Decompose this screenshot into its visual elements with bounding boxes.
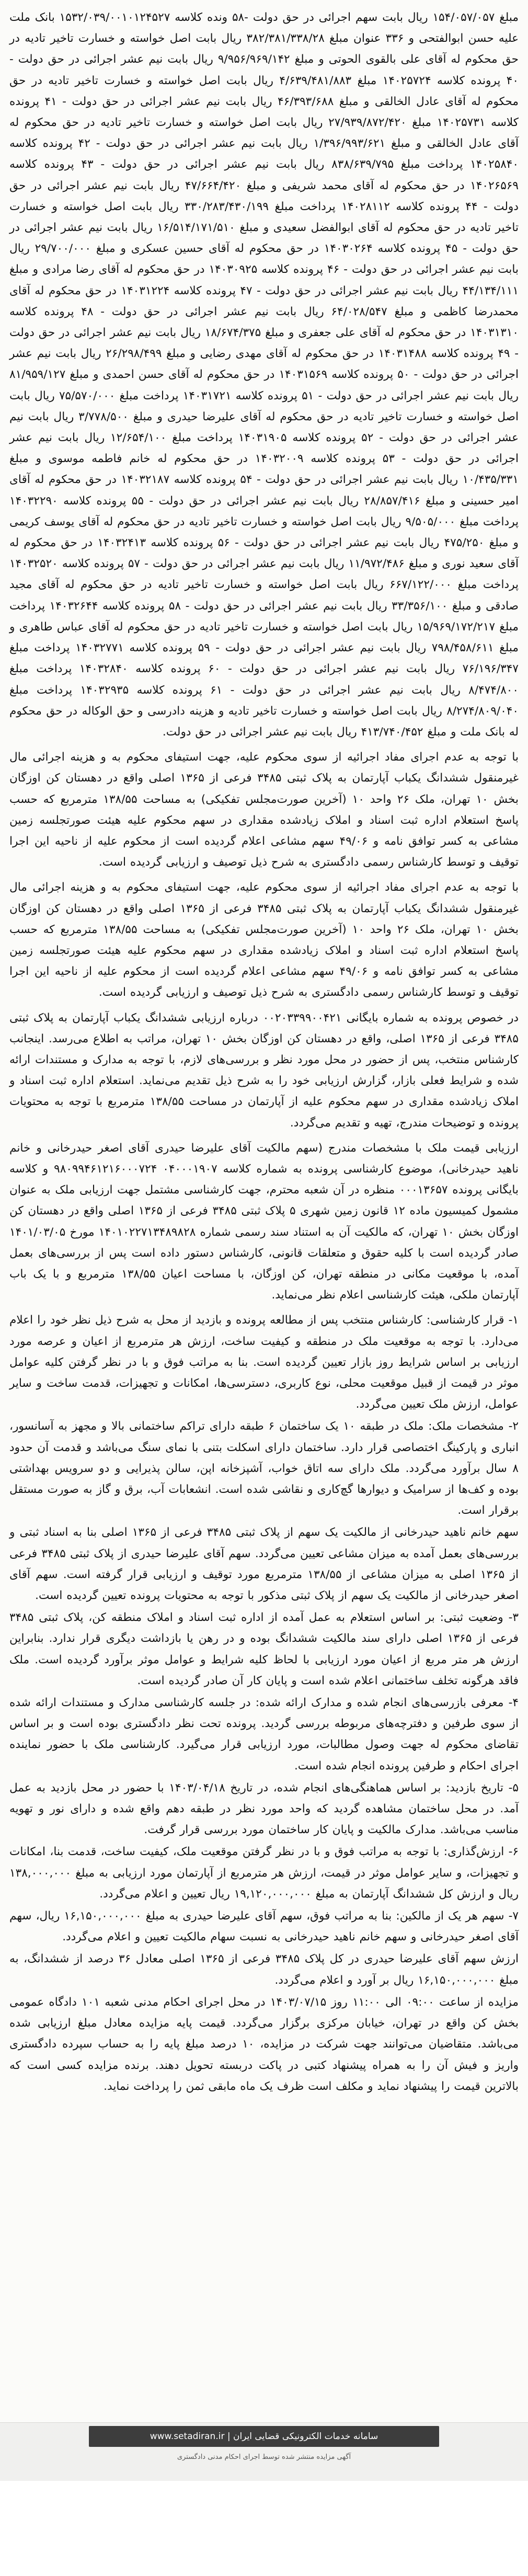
notice-paragraph-10: ۴- معرفی بازرسی‌های انجام شده و مدارک ارائه شده: در جلسه کارشناسی مدارک و مستندات ارائه شده از سوی طرفین و دفترچه‌های مربوطه بررسی گردید. پرونده تحت نظر دادگستری بوده است و بر اساس تقاضای محکوم له جهت وصول مطالبات، مورد ارزیابی قرار می‌گیرد. کارشناسی ملک با حضور نماینده اجرای احکام و طرفین پرونده انجام شده است. (9, 1696, 519, 1773)
notice-paragraph-3: با توجه به عدم اجرای مفاد اجرائیه از سوی محکوم علیه، جهت استیفای محکوم به و هزینه اجرائی مال غیرمنقول ششدانگ یکباب آپارتمان به پلاک ثبتی ۳۴۸۵ فرعی از ۱۳۶۵ اصلی واقع در دهستان کن اوزگان بخش ۱۰ تهران، ملک ۲۶ واحد ۱۰ (آخرین صورت‌مجلس تفکیکی) به مساحت ۱۳۸/۵۵ مترمربع که حسب پاسخ استعلام اداره ثبت اسناد و املاک زیادشده مقداری در سهم محکوم علیه هیئت صورتجلسه زمین مشاعی به کسر توافق نامه و ۴۹/۰۶ سهم مشاعی اعلام گردیده است از محکوم علیه از ناحیه این اجرا توقیف و توسط کارشناس رسمی دادگستری به شرح ذیل توصیف و ارزیابی گردیده است. (9, 881, 519, 999)
blank-area (0, 2481, 528, 2576)
notice-paragraph-1: مبلغ ۱۵۴/۰۵۷/۰۵۷ ریال بابت سهم اجرائی در حق دولت‌ -۵۸ ونده ‌کلاسه ۱۵۳۲/۰۳۹/۰۰۱۰۱۲۴۵۲۷ بانک ملت علیه حسن ابوالفتحی و ۳۳۶ عنوان مبلغ ۳۸۲/۳۸۱/۳۳۸/۲۸ ریال بابت اصل خواسته و خسارت تاخیر تادیه در حق محکوم له آقای علی بالقوی الحوتی و مبلغ ۹/۹۵۶/۹۶۹/۱۴۲ ریال بابت نیم عشر اجرائی در حق دولت - ۴۰ پرونده کلاسه ۱۴۰۲۵۷۲۴ مبلغ ۴/۶۳۹/۴۸۱/۸۸۳ ریال بابت اصل خواسته و خسارت تاخیر تادیه در حق محکوم له آقای عادل الخالقی و مبلغ ۴۶/۳۹۳/۶۸۸ ریال بابت نیم عشر اجرائی در حق دولت - ۴۱ پرونده کلاسه ۱۴۰۲۵۷۳۱ مبلغ ۲۷/۹۳۹/۸۷۲/۴۲۰ ریال بابت اصل خواسته و خسارت تاخیر تادیه در حق محکوم له آقای عادل الخالقی و مبلغ ۱/۳۹۶/۹۹۳/۶۲۱ ریال بابت نیم عشر اجرائی در حق دولت - ۴۲ پرونده کلاسه ۱۴۰۲۵۸۴۰ پرداخت مبلغ ۸۳۸/۶۳۹/۷۹۵ ریال بابت نیم عشر اجرائی در حق دولت - ۴۳ پرونده کلاسه ۱۴۰۲۶۵۶۹ در حق محکوم له آقای محمد شریفی و مبلغ ۴۷/۶۶۴/۴۲۰ ریال بابت نیم عشر اجرائی در حق دولت - ۴۴ پرونده کلاسه ۱۴۰۲۸۱۱۲ پرداخت مبلغ ۳۳۰/۲۸۳/۴۳۰/۱۹۹ ریال بابت اصل خواسته و خسارت تاخیر تادیه در حق محکوم له آقای ابوالفضل سعیدی و مبلغ ۱۶/۵۱۴/۱۷۱/۵۱۰ ریال بابت نیم عشر اجرائی در حق دولت - ۴۵ پرونده کلاسه ۱۴۰۳۰۲۶۴ در حق محکوم له آقای حسین عسکری و مبلغ ۲۹/۷۰۰/۰۰۰ ریال بابت نیم عشر اجرائی در حق دولت - ۴۶ پرونده کلاسه ۱۴۰۳۰۹۲۵ در حق محکوم له آقای رضا مرادی و مبلغ ۴۴/۱۳۴/۱۱۱ ریال بابت نیم عشر اجرائی در حق دولت - ۴۷ پرونده کلاسه ۱۴۰۳۱۲۲۴ در حق محکوم له آقای محمدرضا کاظمی و مبلغ ۶۴/۰۲۸/۵۴۷ ریال بابت نیم عشر اجرائی در حق دولت - ۴۸ پرونده کلاسه ۱۴۰۳۱۳۱۰ در حق محکوم له آقای علی جعفری و مبلغ ۱۸/۶۷۴/۳۷۵ ریال بابت نیم عشر اجرائی در حق دولت - ۴۹ پرونده کلاسه ۱۴۰۳۱۴۸۸ در حق محکوم له آقای مهدی رضایی و مبلغ ۲۶/۲۹۸/۴۹۹ ریال بابت نیم عشر اجرائی در حق دولت - ۵۰ پرونده کلاسه ۱۴۰۳۱۵۶۹ در حق محکوم له آقای حسن احمدی و مبلغ ۸۱/۹۵۹/۱۲۷ ریال بابت نیم عشر اجرائی در حق دولت - ۵۱ پرونده کلاسه ۱۴۰۳۱۷۲۱ پرداخت مبلغ ۷۵/۵۷۰/۰۰۰ ریال بابت اصل خواسته و خسارت تاخیر تادیه در حق محکوم له آقای علیرضا حیدری و مبلغ ۳/۷۷۸/۵۰۰ ریال بابت نیم عشر اجرائی در حق دولت - ۵۲ پرونده کلاسه ۱۴۰۳۱۹۰۵ پرداخت مبلغ ۱۲/۶۵۴/۱۰۰ ریال بابت نیم عشر اجرائی در حق دولت - ۵۳ پرونده کلاسه ۱۴۰۳۲۰۰۹ در حق محکوم له خانم فاطمه موسوی و مبلغ ۱۰/۴۳۵/۳۳۱ ریال بابت نیم عشر اجرائی در حق دولت - ۵۴ پرونده کلاسه ۱۴۰۳۲۱۸۷ در حق محکوم له آقای امیر حسینی و مبلغ ۲۸/۸۵۷/۴۱۶ ریال بابت نیم عشر اجرائی در حق دولت - ۵۵ پرونده کلاسه ۱۴۰۳۲۲۹۰ پرداخت مبلغ ۹/۵۰۵/۰۰۰ ریال بابت اصل خواسته و خسارت تاخیر تادیه در حق محکوم له آقای یوسف کریمی و مبلغ ۴۷۵/۲۵۰ ریال بابت نیم عشر اجرائی در حق دولت - ۵۶ پرونده کلاسه ۱۴۰۳۲۴۱۳ در حق محکوم له آقای سعید نوری و مبلغ ۱۱/۹۷۲/۴۸۶ ریال بابت نیم عشر اجرائی در حق دولت - ۵۷ پرونده کلاسه ۱۴۰۳۲۵۲۰ پرداخت مبلغ ۶۶۷/۱۲۲/۰۰۰ ریال بابت اصل خواسته و خسارت تاخیر تادیه در حق محکوم له آقای مجید صادقی و مبلغ ۳۳/۳۵۶/۱۰۰ ریال بابت نیم عشر اجرائی در حق دولت - ۵۸ پرونده کلاسه ۱۴۰۳۲۶۴۴ پرداخت مبلغ ۱۵/۹۶۹/۱۷۲/۲۱۷ ریال بابت اصل خواسته و خسارت تاخیر تادیه در حق محکوم له آقای عباس طاهری و مبلغ ۷۹۸/۴۵۸/۶۱۱ ریال بابت نیم عشر اجرائی در حق دولت - ۵۹ پرونده کلاسه ۱۴۰۳۲۷۷۱ پرداخت مبلغ ۷۶/۱۹۶/۳۴۷ ریال بابت نیم عشر اجرائی در حق دولت - ۶۰ پرونده کلاسه ۱۴۰۳۲۸۴۰ پرداخت مبلغ ۸/۴۷۴/۸۰۰ ریال بابت نیم عشر اجرائی در حق دولت - ۶۱ پرونده کلاسه ۱۴۰۳۲۹۳۵ پرداخت مبلغ ۸/۲۷۴/۸۰۹/۰۴۰ ریال بابت اصل خواسته و خسارت تاخیر تادیه و هزینه دادرسی و حق الوکاله در حق محکوم له بانک ملت و مبلغ ۴۱۳/۷۴۰/۴۵۲ ریال بابت نیم عشر اجرائی در حق دولت. (9, 11, 519, 739)
page-footer (0, 2422, 528, 2481)
notice-body (9, 7, 519, 2097)
notice-paragraph-15: مزایده از ساعت ۰۹:۰۰ الی ۱۱:۰۰ روز ۱۴۰۳/۰۷/۱۵ در محل اجرای احکام مدنی شعبه ۱۰۱ دادگاه عمومی بخش کن واقع در تهران، خیابان مرکزی برگزار می‌گردد. قیمت پایه مزایده معادل مبلغ ارزیابی شده می‌باشد. متقاضیان می‌توانند جهت شرکت در مزایده، ۱۰ درصد مبلغ پایه را به حساب سپرده دادگستری واریز و فیش آن را به همراه پیشنهاد کتبی در پاکت دربسته تحویل دهند. برنده مزایده کسی است که بالاترین قیمت را پیشنهاد نماید و مکلف است ظرف یک ماه مابقی ثمن را پرداخت نماید. (9, 1995, 519, 2093)
notice-paragraph-6: ۱- قرار کارشناسی: کارشناس منتخب پس از مطالعه پرونده و بازدید از محل به شرح ذیل نظر خود را اعلام می‌دارد. با توجه به موقعیت ملک در منطقه و کیفیت ساخت، ارزش هر مترمربع از اعیان و عرصه مورد ارزیابی بر اساس شرایط روز بازار تعیین گردیده است. بنا به مراتب فوق و با در نظر گرفتن کلیه عوامل موثر در قیمت از قبیل موقعیت محلی، نوع کاربری، دسترسی‌ها، امکانات و تجهیزات، قدمت ساخت و سایر عوامل، ارزش ملک تعیین می‌گردد. (9, 1314, 519, 1411)
footer-caption: آگهی مزایده منتشر شده توسط اجرای احکام مدنی دادگستری (177, 2453, 351, 2461)
notice-paragraph-11: ۵- تاریخ بازدید: بر اساس هماهنگی‌های انجام شده، در تاریخ ۱۴۰۳/۰۴/۱۸ با حضور در محل بازدید به عمل آمد. در محل ساختمان مشاهده گردید که واحد مورد نظر در طبقه دهم واقع شده و دارای نور و تهویه مناسب می‌باشد. مدارک مالکیت و پایان کار ساختمان مورد بررسی قرار گرفت. (9, 1781, 519, 1837)
notice-paragraph-12: ۶- ارزش‌گذاری: با توجه به مراتب فوق و با در نظر گرفتن موقعیت ملک، کیفیت ساخت، قدمت بنا، امکانات و تجهیزات، و سایر عوامل موثر در قیمت، ارزش هر مترمربع از آپارتمان مورد ارزیابی به مبلغ ۱۳۸,۰۰۰,۰۰۰ ریال و ارزش کل ششدانگ آپارتمان به مبلغ ۱۹,۱۲۰,۰۰۰,۰۰۰ ریال تعیین و اعلام می‌گردد. (9, 1845, 519, 1901)
notice-paragraph-4: در خصوص پرونده به شماره بایگانی ۰۰۲۰۳۳۹۹۰۰۴۲۱ درباره ارزیابی ششدانگ یکباب آپارتمان به پلاک ثبتی ۳۴۸۵ فرعی از ۱۳۶۵ اصلی، واقع در دهستان کن اوزگان بخش ۱۰ تهران، مراتب به اطلاع می‌رسد. اینجانب کارشناس منتخب، پس از حضور در محل مورد نظر و بررسی‌های لازم، با توجه به مدارک و مستندات ارائه شده و شرایط فعلی بازار، گزارش ارزیابی خود را به شرح ذیل تقدیم می‌نماید. استعلام اداره ثبت اسناد و املاک زیادشده مقداری در سهم محکوم علیه از آپارتمان در مساحت ۱۳۸/۵۵ مترمربع با توجه به محتویات پرونده و توضیحات مندرج، تهیه و تقدیم می‌گردد. (9, 1011, 519, 1130)
notice-paragraph-5: ارزیابی قیمت ملک با مشخصات مندرج (سهم مالکیت آقای علیرضا حیدری آقای اصغر حیدرخانی و خانم ناهید حیدرخانی)، موضوع کارشناسی پرونده به شماره کلاسه ۰۴۰۰۰۱۹۰۷ ۹۸۰۹۹۴۶۱۲۱۶۰۰۰۷۲۴ و کلاسه بایگانی پرونده ۰۰۰۱۳۶۵۷ منظره در آن شعبه محترم، جهت کارشناسی مشتمل جهت ارزیابی ملک به عنوان مشمول کمیسیون ماده ۱۲ قانون زمین شهری ۵ پلاک ثبتی ۳۴۸۵ فرعی از ۱۳۶۵ اصلی واقع در دهستان کن اوزگان بخش ۱۰ تهران، که مالکیت آن به استناد سند رسمی شماره ۱۴۰۱۰۲۲۷۱۳۴۸۹۸۲۸ مورخ ۱۴۰۱/۰۳/۰۵ صادر گردیده است با کلیه حقوق و متعلقات قانونی، کارشناس دستور داده است پس از بررسی‌های بعمل آمده، با موقعیت مکانی در منطقه تهران، کن اوزگان، با مساحت اعیان ۱۳۸/۵۵ مترمربع و با یک باب آپارتمان ملکی، هیئت کارشناسی اعلام نظر می‌نماید. (9, 1141, 519, 1302)
notice-paragraph-2: با توجه به عدم اجرای مفاد اجرائیه از سوی محکوم علیه، جهت استیفای محکوم به و هزینه اجرائی مال غیرمنقول ششدانگ یکباب آپارتمان به پلاک ثبتی ۳۴۸۵ فرعی از ۱۳۶۵ اصلی واقع در دهستان کن اوزگان بخش ۱۰ تهران، ملک ۲۶ واحد ۱۰ (آخرین صورت‌مجلس تفکیکی) به مساحت ۱۳۸/۵۵ مترمربع که حسب پاسخ استعلام اداره ثبت اسناد و املاک زیادشده مقداری در سهم محکوم علیه هیئت صورتجلسه زمین مشاعی به کسر توافق نامه و ۴۹/۰۶ سهم مشاعی اعلام گردیده است از محکوم علیه از ناحیه این اجرا توقیف و توسط کارشناس رسمی دادگستری به شرح ذیل توصیف و ارزیابی گردیده است. (9, 751, 519, 869)
notice-paragraph-7: ۲- مشخصات ملک: ملک در طبقه ۱۰ یک ساختمان ۶ طبقه دارای تراکم ساختمانی بالا و مجهز به آسانسور، انباری و پارکینگ اختصاصی قرار دارد. ساختمان دارای اسکلت بتنی با نمای سنگ می‌باشد و قدمت آن حدود ۸ سال برآورد می‌گردد. ملک دارای سه اتاق خواب، آشپزخانه اپن، سالن پذیرایی و دو سرویس بهداشتی بوده و کف‌ها از سرامیک و دیوارها گچ‌کاری و نقاشی شده است. انشعابات آب، برق و گاز به صورت مستقل برقرار است. (9, 1420, 519, 1517)
notice-paragraph-9: ۳- وضعیت ثبتی: بر اساس استعلام به عمل آمده از اداره ثبت اسناد و املاک منطقه کن، پلاک ثبتی ۳۴۸۵ فرعی از ۱۳۶۵ اصلی دارای سند مالکیت ششدانگ بوده و در رهن یا بازداشت دیگری قرار ندارد. بنابراین ارزش هر متر مربع از اعیان مورد ارزیابی با لحاظ کلیه شرایط و عوامل موثر برآورد گردیده است. ملک فاقد هرگونه تخلف ساختمانی اعلام شده است و پایان کار آن صادر گردیده است. (9, 1611, 519, 1687)
notice-paragraph-13: ۷- سهم هر یک از مالکین: بنا به مراتب فوق، سهم آقای علیرضا حیدری به مبلغ ۱۶,۱۵۰,۰۰۰,۰۰۰ ریال، سهم آقای اصغر حیدرخانی و سهم خانم ناهید حیدرخانی به نسبت سهام مالکیت تعیین و اعلام می‌گردد. (9, 1910, 519, 1944)
notice-paragraph-14: ارزش سهم آقای علیرضا حیدری در کل پلاک ۳۴۸۵ فرعی از ۱۳۶۵ اصلی معادل ۳۶ درصد از ششدانگ، به مبلغ ۱۶,۱۵۰,۰۰۰,۰۰۰ ریال بر آورد و اعلام می‌گردد. (9, 1952, 519, 1987)
notice-paragraph-8: سهم خانم ناهید حیدرخانی از مالکیت یک سهم از پلاک ثبتی ۳۴۸۵ فرعی از ۱۳۶۵ اصلی بنا به اسناد ثبتی و بررسی‌های بعمل آمده به میزان مشاعی تعیین می‌گردد. سهم آقای علیرضا حیدری از پلاک ثبتی ۳۴۸۵ فرعی از ۱۳۶۵ اصلی به میزان مشاعی از ۱۳۸/۵۵ مترمربع مورد توقیف و ارزیابی قرار گرفته است. سهم آقای اصغر حیدرخانی از مالکیت یک سهم از پلاک ثبتی مذکور با توجه به محتویات پرونده تعیین گردیده است. (9, 1526, 519, 1603)
footer-banner[interactable]: سامانه خدمات الکترونیکی قضایی ایران | www.setadiran.ir (89, 2426, 439, 2447)
